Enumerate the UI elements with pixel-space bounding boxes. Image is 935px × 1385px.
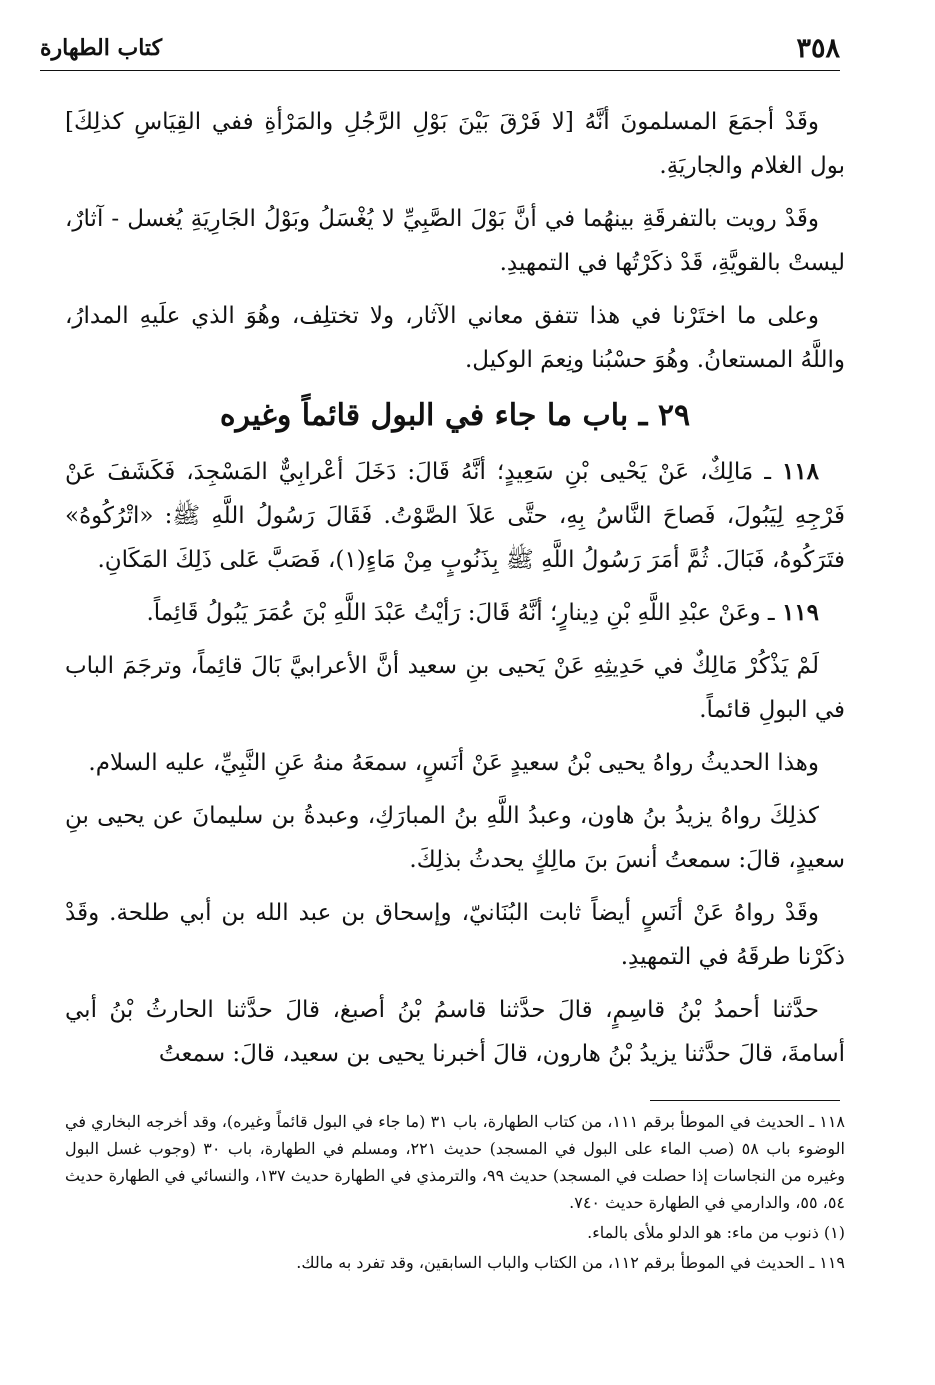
hadith-number: ١١٨ bbox=[781, 458, 819, 485]
paragraph: وقَدْ أجمَعَ المسلمونَ أنَّهُ [لا فَرْقَ بَيْنَ بَوْلِ الرَّجُلِ والمَرْأةِ ففي القِيَاسِ كذلِكَ] بول الغلام والجاريَةِ. bbox=[65, 109, 845, 179]
footnote: ١١٩ ـ الحديث في الموطأ برقم ١١٢، من الكتاب والباب السابقين، وقد تفرد به مالك. bbox=[296, 1253, 845, 1272]
commentary-paragraph: كذلِكَ رواهُ يزيدُ بنُ هاون، وعبدُ اللَّهِ بنُ المبارَكِ، وعبدةُ بن سليمانَ عن يحيى بنِ سعيدٍ، قالَ: سمعتُ أنسَ بنَ مالِكٍ يحدثُ بذلِكَ. bbox=[65, 803, 845, 873]
hadith-text: ـ وعَنْ عبْدِ اللَّهِ بْنِ دِينارٍ؛ أنَّهُ قَالَ: رَأيْتُ عَبْدَ اللَّهِ بْنَ عُمَرَ يَبُولُ قَائِماً. bbox=[146, 600, 775, 626]
running-title: كتاب الطهارة bbox=[40, 35, 163, 61]
page-number: ٣٥٨ bbox=[796, 32, 840, 64]
footnotes bbox=[65, 1108, 845, 1279]
paragraph: وقَدْ رويت بالتفرقَةِ بينهُما في أنَّ بَوْلَ الصَّبِيِّ لا يُغْسَلُ وبَوْلُ الجَارِيَةِ يُغسل - آثارٌ، ليستْ بالقويَّةِ، قَدْ ذكَرْتُها في التمهيدِ. bbox=[65, 206, 845, 276]
hadith-text: ـ مَالِكٌ، عَنْ يَحْيى بْنِ سَعِيدٍ؛ أنَّهُ قَالَ: دَخَلَ أعْرابِيٌّ المَسْجِدَ، فَكَشَفَ عَنْ فَرْجِهِ لِيَبُولَ، فَصاحَ النَّاسُ بِهِ، حتَّى عَلاَ الصَّوْتُ. فَقَالَ رَسُولُ اللَّهِ ﷺ: «اتْرُكُوهُ» فتَرَكُوهُ، فَبَالَ. ثُمَّ أمَرَ رَسُولُ اللَّهِ ﷺ بِذَنُوبٍ مِنْ مَاءٍ(١)، فَصَبَّ عَلى ذَلِكَ المَكَانِ. bbox=[65, 459, 845, 573]
hadith-paragraph bbox=[65, 591, 845, 635]
footnote: ١١٨ ـ الحديث في الموطأ برقم ١١١، من كتاب الطهارة، باب ٣١ (ما جاء في البول قائماً وغيره)، وقد أخرجه البخاري في الوضوء باب ٥٨ (صب الماء على البول في المسجد) حديث ٢٢١، ومسلم في الطهارة، باب ٣٠ (وجوب غسل البول وغيره من النجاسات إذا حصلت في المسجد) حديث ٩٩، والترمذي في الطهارة حديث ١٣٧، والنسائي في الطهارة حديث ٥٤، ٥٥، والدارمي في الطهارة حديث ٧٤٠. bbox=[65, 1112, 846, 1212]
hadith-number: ١١٩ bbox=[781, 599, 819, 626]
main-text bbox=[65, 100, 845, 1085]
commentary-paragraph: حدَّثنا أحمدُ بْنُ قاسِمٍ، قالَ حدَّثنا قاسمُ بْنُ أصبغ، قالَ حدَّثنا الحارثُ بْنُ أبي أسامةَ، قالَ حدَّثنا يزيدُ بْنُ هارون، قالَ أخبرنا يحيى بن سعيد، قالَ: سمعتُ bbox=[65, 997, 845, 1067]
commentary-paragraph: وهذا الحديثُ رواهُ يحيى بْنُ سعيدٍ عَنْ أنَسٍ، سمعَهُ منهُ عَنِ النَّبِيِّ، عليه السلام. bbox=[88, 750, 819, 776]
footnote: (١) ذنوب من ماء: هو الدلو ملأى بالماء. bbox=[587, 1223, 845, 1242]
chapter-title: ٢٩ ـ باب ما جاء في البول قائماً وغيره bbox=[219, 398, 691, 433]
paragraph: وعلى ما اختَرْنا في هذا تتفق معاني الآثار، ولا تختلِف، وهُوَ الذي علَيهِ المدارُ، واللَّهُ المستعانُ. وهُوَ حسْبُنا ونِعمَ الوكيل. bbox=[65, 303, 845, 373]
footnote-divider bbox=[650, 1100, 840, 1101]
commentary-paragraph: لَمْ يَذْكُرْ مَالِكٌ في حَدِيثِهِ عَنْ يَحيى بنِ سعيد أنَّ الأعرابيَّ بَالَ قائِماً، وترجَمَ الباب في البولِ قائماً. bbox=[65, 653, 845, 723]
commentary-paragraph: وقَدْ رواهُ عَنْ أنَسٍ أيضاً ثابت البُنَانيّ، وإسحاق بن عبد الله بن أبي طلحة. وقَدْ ذكَرْنا طرقَهُ في التمهيدِ. bbox=[65, 900, 845, 970]
page-header bbox=[40, 30, 840, 71]
hadith-paragraph bbox=[65, 450, 845, 582]
